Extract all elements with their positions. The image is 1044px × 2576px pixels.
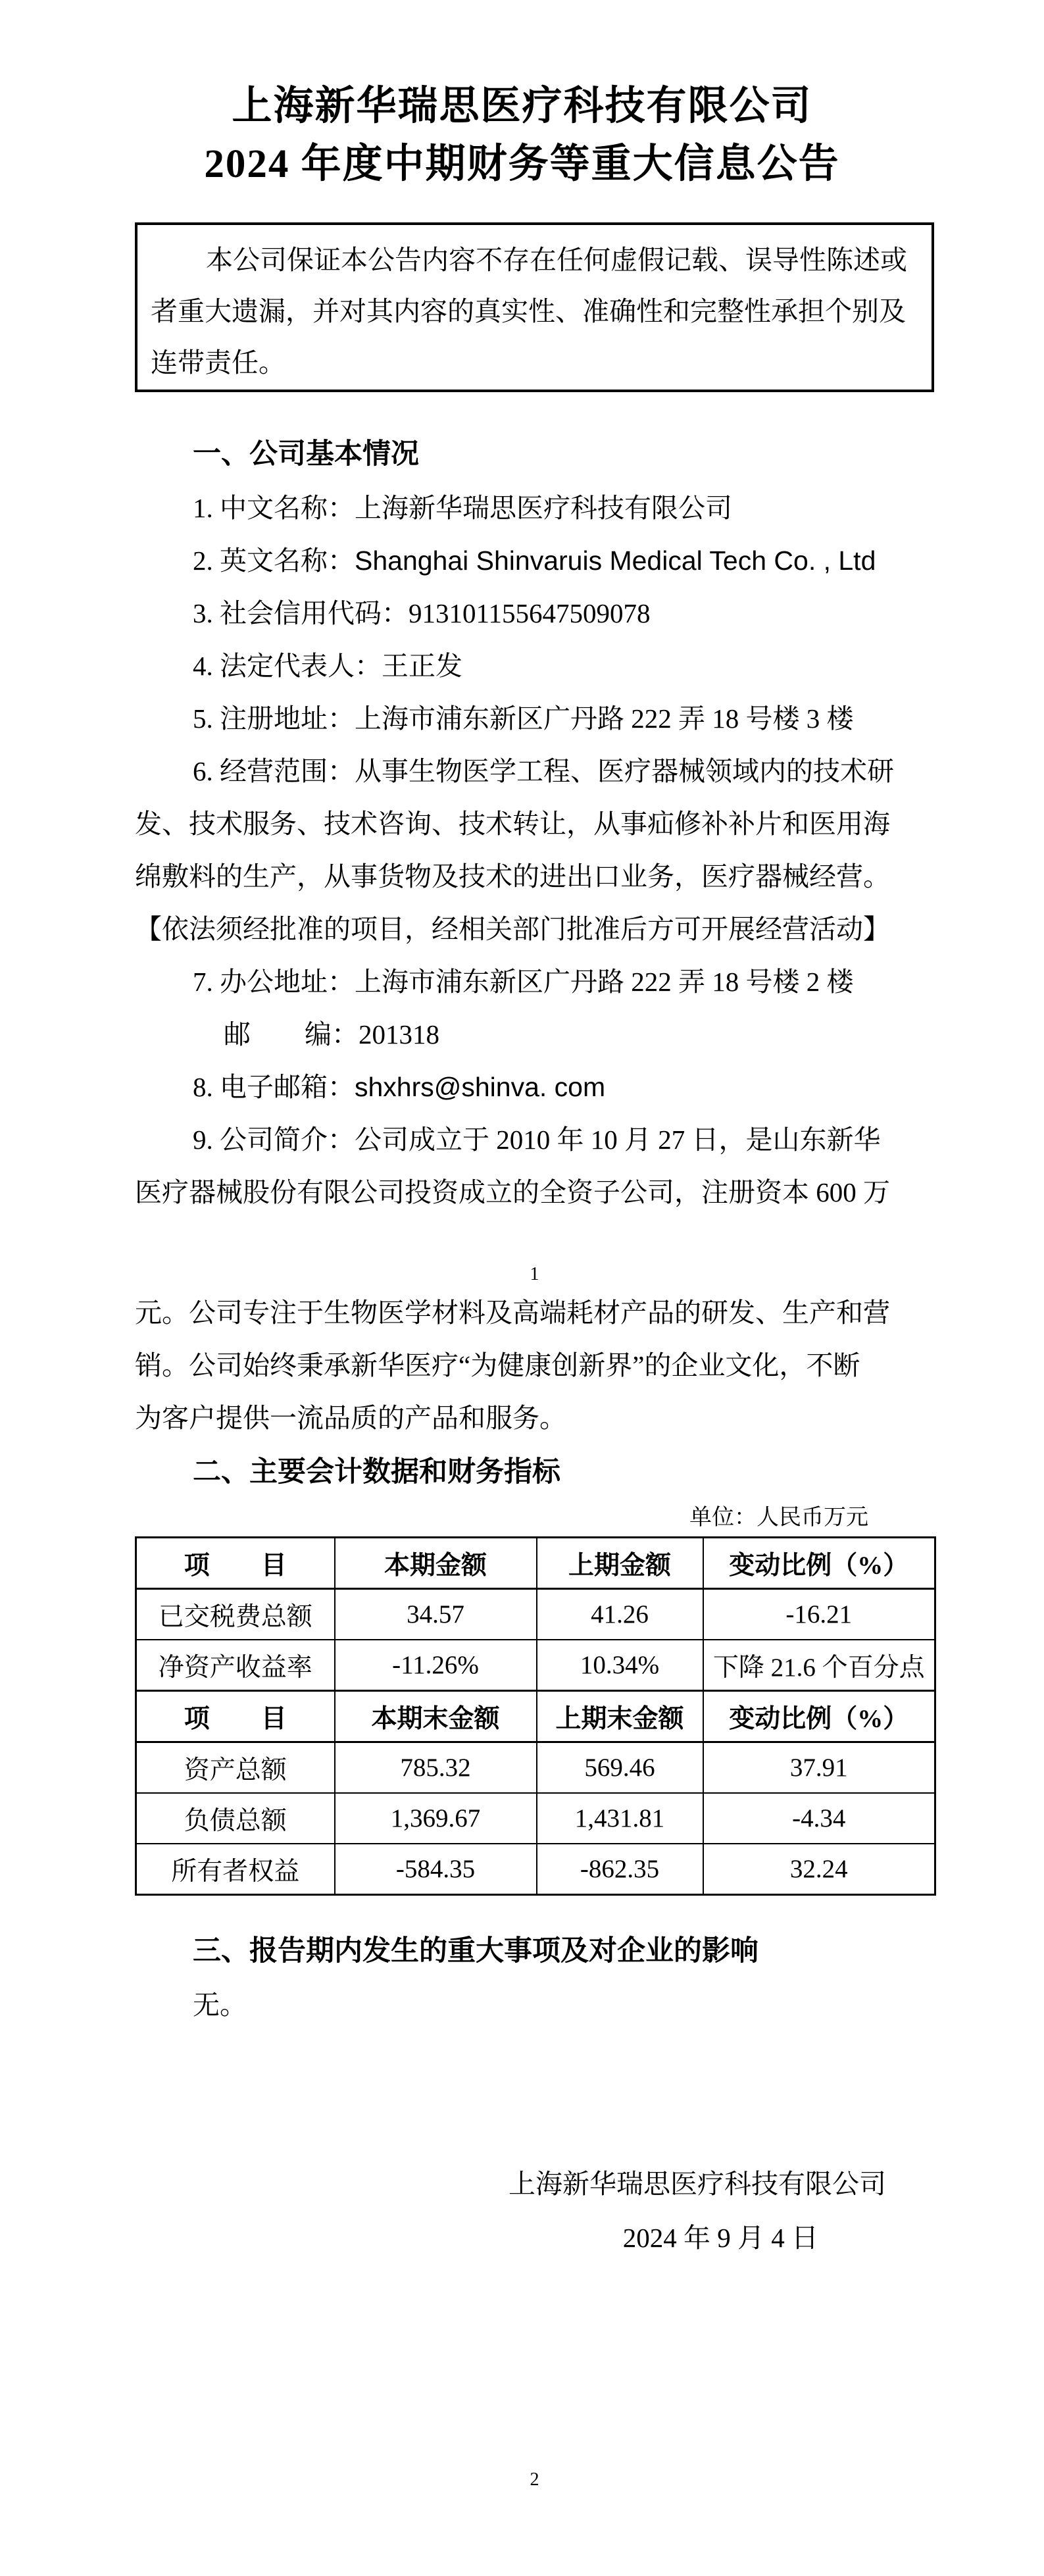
table-cell-value: 785.32 xyxy=(335,1742,537,1794)
item-registered-address: 5. 注册地址：上海市浦东新区广丹路 222 弄 18 号楼 3 楼 xyxy=(193,703,854,734)
item-business-scope-line-1: 6. 经营范围：从事生物医学工程、医疗器械领域内的技术研 xyxy=(193,756,894,786)
item-company-profile-line-1: 9. 公司简介：公司成立于 2010 年 10 月 27 日，是山东新华 xyxy=(193,1124,881,1155)
table-header-prior-amount: 上期金额 xyxy=(537,1538,703,1589)
doc-title-line1: 上海新华瑞思医疗科技有限公司 xyxy=(232,84,812,128)
table-row-owners-equity xyxy=(136,1844,935,1895)
profile-continuation-line-2: 销。公司始终秉承新华医疗“为健康创新界”的企业文化，不断 xyxy=(135,1350,860,1380)
item-credit-code: 3. 社会信用代码：913101155647509078 xyxy=(193,598,651,628)
table-header-current-end-amount: 本期末金额 xyxy=(335,1691,537,1742)
profile-continuation-line-3: 为客户提供一流品质的产品和服务。 xyxy=(135,1403,566,1433)
table-cell-label: 所有者权益 xyxy=(136,1844,335,1895)
table-cell-value: 10.34% xyxy=(537,1640,703,1691)
financial-indicators-table xyxy=(135,1536,936,1896)
item-english-name-value: Shanghai Shinvaruis Medical Tech Co. , Ltd xyxy=(355,545,876,576)
signature-company: 上海新华瑞思医疗科技有限公司 xyxy=(509,2169,886,2199)
item-business-scope-line-2: 发、技术服务、技术咨询、技术转让，从事疝修补补片和医用海 xyxy=(135,809,890,839)
table-header-row-period-end xyxy=(136,1691,935,1742)
item-english-name-label: 2. 英文名称： xyxy=(193,545,355,576)
table-cell-value: -4.34 xyxy=(703,1793,935,1844)
table-cell-value: 41.26 xyxy=(537,1589,703,1640)
section3-content: 无。 xyxy=(193,1990,247,2020)
table-header-prior-end-amount: 上期末金额 xyxy=(537,1691,703,1742)
table-cell-value: 下降 21.6 个百分点 xyxy=(703,1640,935,1691)
section2-heading: 二、主要会计数据和财务指标 xyxy=(193,1456,560,1488)
item-business-scope-line-4: 【依法须经批准的项目，经相关部门批准后方可开展经营活动】 xyxy=(135,914,890,944)
table-cell-label: 资产总额 xyxy=(136,1742,335,1794)
section3-heading: 三、报告期内发生的重大事项及对企业的影响 xyxy=(193,1935,758,1967)
table-header-current-amount: 本期金额 xyxy=(335,1538,537,1589)
table-cell-label: 负债总额 xyxy=(136,1793,335,1844)
table-header-item: 项 目 xyxy=(136,1691,335,1742)
item-english-name xyxy=(135,534,934,587)
table-header-row-period xyxy=(136,1538,935,1589)
disclaimer-line-3: 连带责任。 xyxy=(151,347,286,378)
item-business-scope-line-3: 绵敷料的生产，从事货物及技术的进出口业务，医疗器械经营。 xyxy=(135,861,890,892)
page2-number: 2 xyxy=(530,2469,539,2490)
table-cell-value: -11.26% xyxy=(335,1640,537,1691)
table-cell-value: 1,431.81 xyxy=(537,1793,703,1844)
disclaimer-box xyxy=(135,222,934,392)
table-cell-value: 569.46 xyxy=(537,1742,703,1794)
item-email-label: 8. 电子邮箱： xyxy=(193,1072,355,1102)
item-postcode: 邮 编：201318 xyxy=(224,1019,439,1049)
disclaimer-line-2: 者重大遗漏，并对其内容的真实性、准确性和完整性承担个别及 xyxy=(151,296,906,326)
item-legal-representative: 4. 法定代表人：王正发 xyxy=(193,651,462,681)
item-email-value: shxhrs@shinva. com xyxy=(355,1072,606,1102)
unit-note: 单位：人民币万元 xyxy=(689,1505,868,1530)
table-cell-label: 已交税费总额 xyxy=(136,1589,335,1640)
table-header-item: 项 目 xyxy=(136,1538,335,1589)
document-body xyxy=(135,222,934,2492)
table-row-taxes-paid xyxy=(136,1589,935,1640)
table-cell-value: 1,369.67 xyxy=(335,1793,537,1844)
table-cell-value: -16.21 xyxy=(703,1589,935,1640)
table-cell-value: 34.57 xyxy=(335,1589,537,1640)
doc-title-line2: 2024 年度中期财务等重大信息公告 xyxy=(204,142,840,186)
profile-continuation-line-1: 元。公司专注于生物医学材料及高端耗材产品的研发、生产和营 xyxy=(135,1298,890,1328)
item-office-address: 7. 办公地址：上海市浦东新区广丹路 222 弄 18 号楼 2 楼 xyxy=(193,967,854,997)
disclaimer-line-1: 本公司保证本公告内容不存在任何虚假记载、误导性陈述或 xyxy=(206,245,907,275)
table-header-change-ratio: 变动比例（%） xyxy=(703,1538,935,1589)
item-company-profile-line-2: 医疗器械股份有限公司投资成立的全资子公司，注册资本 600 万 xyxy=(135,1177,890,1207)
table-row-total-assets xyxy=(136,1742,935,1794)
signature-date: 2024 年 9 月 4 日 xyxy=(622,2223,818,2253)
table-cell-label: 净资产收益率 xyxy=(136,1640,335,1691)
table-header-change-ratio: 变动比例（%） xyxy=(703,1691,935,1742)
table-cell-value: 37.91 xyxy=(703,1742,935,1794)
section1-heading: 一、公司基本情况 xyxy=(193,438,419,470)
table-cell-value: -862.35 xyxy=(537,1844,703,1895)
item-chinese-name: 1. 中文名称：上海新华瑞思医疗科技有限公司 xyxy=(193,493,732,523)
item-email xyxy=(135,1061,934,1113)
table-cell-value: -584.35 xyxy=(335,1844,537,1895)
table-row-total-liabilities xyxy=(136,1793,935,1844)
table-row-roe xyxy=(136,1640,935,1691)
page1-number: 1 xyxy=(530,1264,539,1284)
table-cell-value: 32.24 xyxy=(703,1844,935,1895)
